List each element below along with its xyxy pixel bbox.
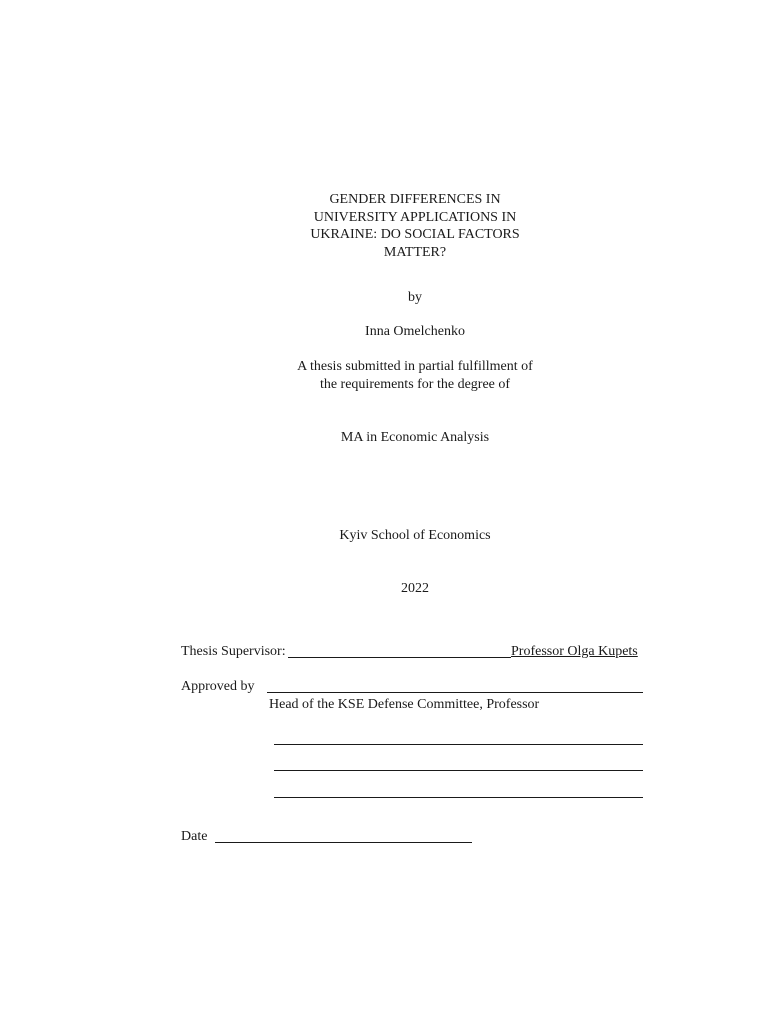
institution-name: Kyiv School of Economics xyxy=(339,528,491,543)
title-line: MATTER? xyxy=(383,244,447,260)
title-line: GENDER DIFFERENCES IN xyxy=(329,192,501,207)
committee-signature-line xyxy=(274,744,643,745)
committee-head-signature-line xyxy=(267,692,643,693)
supervisor-signature-line xyxy=(288,657,466,658)
approved-by-label: Approved by xyxy=(181,679,255,694)
committee-head-role: Head of the KSE Defense Committee, Professor xyxy=(269,697,540,712)
title-line: UNIVERSITY APPLICATIONS IN xyxy=(313,209,517,225)
statement-line: the requirements for the degree of xyxy=(319,376,511,392)
supervisor-name: Professor Olga Kupets xyxy=(511,644,638,659)
date-label: Date xyxy=(181,829,208,844)
degree-name: MA in Economic Analysis xyxy=(340,430,490,445)
thesis-statement xyxy=(0,358,770,393)
thesis-title xyxy=(0,191,770,261)
statement-line: A thesis submitted in partial fulfillment of xyxy=(297,359,533,374)
by-line: by xyxy=(408,290,422,305)
title-line: UKRAINE: DO SOCIAL FACTORS xyxy=(310,227,520,242)
committee-signature-line xyxy=(274,797,643,798)
supervisor-name-underline xyxy=(466,657,511,658)
date-line xyxy=(215,842,472,843)
committee-signature-line xyxy=(274,770,643,771)
supervisor-label: Thesis Supervisor: xyxy=(181,644,286,659)
author-name: Inna Omelchenko xyxy=(365,324,465,339)
year: 2022 xyxy=(401,581,429,596)
